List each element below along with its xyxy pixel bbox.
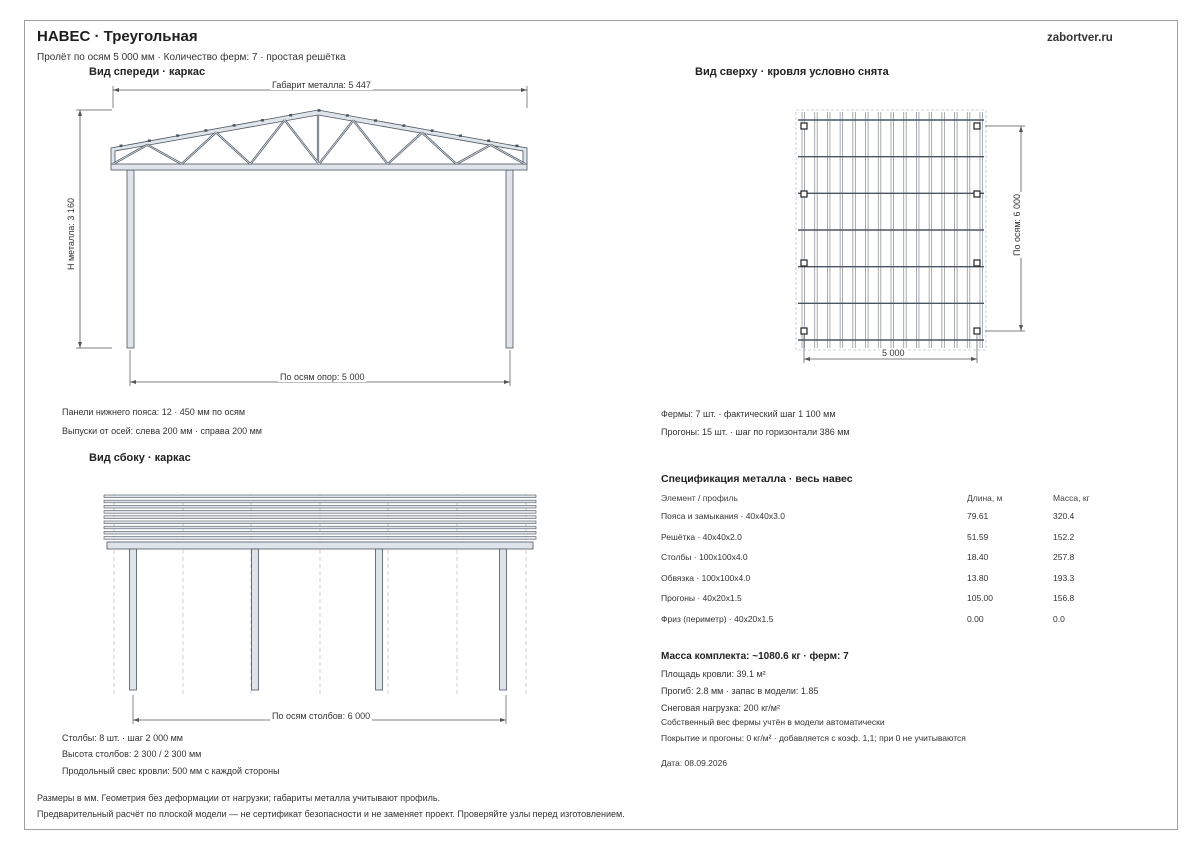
truss-diagonal-inner xyxy=(388,133,422,164)
top-note-2: Прогоны: 15 шт. · шаг по горизонтали 386 мм xyxy=(661,427,850,437)
spec-row-mass: 156.8 xyxy=(1053,593,1075,603)
front-note-1: Панели нижнего пояса: 12 · 450 мм по осям xyxy=(62,407,246,417)
spec-row-length: 51.59 xyxy=(967,531,989,542)
front-note-2: Выпуски от осей: слева 200 мм · справа 200 мм xyxy=(62,426,262,436)
side-purlin xyxy=(104,521,536,524)
dim-arrow xyxy=(78,342,82,348)
spec-row-element: Фриз (периметр) · 40x20x1.5 xyxy=(661,613,774,624)
dim-arrow xyxy=(971,357,977,361)
side-post xyxy=(376,549,383,690)
truss-diagonal-inner xyxy=(216,132,250,164)
spec-row-element: Пояса и замыкания · 40x40x3.0 xyxy=(661,511,785,521)
dim-arrow xyxy=(804,357,810,361)
truss-guides xyxy=(114,494,526,695)
spec-row-length: 18.40 xyxy=(967,552,989,562)
top-view-drawing xyxy=(796,110,1025,363)
post-mark xyxy=(801,123,807,129)
truss-diagonal-inner xyxy=(319,120,353,164)
post-mark xyxy=(801,260,807,266)
front-view-drawing xyxy=(76,86,527,386)
spec-title: Спецификация металла · весь навес xyxy=(661,473,853,485)
spec-row-mass: 320.4 xyxy=(1053,511,1075,521)
page-title: НАВЕС · Треугольная xyxy=(37,28,198,45)
column xyxy=(127,170,134,348)
truss-diagonal-inner xyxy=(250,120,284,164)
spec-row-length: 79.61 xyxy=(967,511,989,521)
side-posts xyxy=(130,549,507,690)
purlin-mark xyxy=(346,114,349,117)
post-mark xyxy=(974,260,980,266)
dim-label-height: H металла: 3 160 xyxy=(66,198,76,270)
dim-arrow xyxy=(500,718,506,722)
footer-note-1: Размеры в мм. Геометрия без деформации от нагрузки; габариты металла учитывают профиль. xyxy=(37,793,441,803)
side-post xyxy=(252,549,259,690)
top-note-1: Фермы: 7 шт. · фактический шаг 1 100 мм xyxy=(661,409,836,419)
dim-arrow xyxy=(113,88,119,92)
dim-arrow xyxy=(1019,126,1023,132)
purlin-mark xyxy=(402,124,405,127)
dim-label-axes: По осям опор: 5 000 xyxy=(280,372,365,382)
spec-row-length: 13.80 xyxy=(967,572,989,583)
spec-header-element: Элемент / профиль xyxy=(661,493,738,503)
page-subtitle: Пролёт по осям 5 000 мм · Количество ферм: 7 · простая решётка xyxy=(37,52,346,63)
side-purlin xyxy=(104,505,536,508)
brand-link[interactable]: zabortver.ru xyxy=(1047,32,1113,44)
spec-snow: Снеговая нагрузка: 200 кг/м² xyxy=(661,703,780,713)
purlin-mark xyxy=(261,119,264,122)
top-dim-width: 5 000 xyxy=(882,348,905,358)
purlin-mark xyxy=(374,119,377,122)
purlin-mark xyxy=(318,109,321,112)
post-marks xyxy=(801,123,980,334)
truss-diagonal-inner xyxy=(285,120,319,164)
spec-covering: Покрытие и прогоны: 0 кг/м² · добавляется с коэф. 1,1; при 0 не учитываются xyxy=(661,733,966,743)
purlin-mark xyxy=(120,145,123,148)
truss-diagonal-inner xyxy=(147,145,181,164)
dim-label-width: Габарит металла: 5 447 xyxy=(272,80,371,90)
spec-row-element: Столбы · 100x100x4.0 xyxy=(661,552,748,562)
spec-header-mass: Масса, кг xyxy=(1053,493,1090,503)
post-mark xyxy=(801,328,807,334)
dim-arrow xyxy=(130,380,136,384)
side-post xyxy=(130,549,137,690)
side-purlin xyxy=(104,526,536,529)
side-note-2: Высота столбов: 2 300 / 2 300 мм xyxy=(62,749,202,759)
spec-row-length: 105.00 xyxy=(967,593,993,603)
spec-row-mass: 152.2 xyxy=(1053,531,1075,542)
side-dim-axes: По осям столбов: 6 000 xyxy=(272,711,371,721)
side-note-1: Столбы: 8 шт. · шаг 2 000 мм xyxy=(62,733,183,743)
side-view-drawing xyxy=(104,494,536,724)
spec-row-element: Обвязка · 100x100x4.0 xyxy=(661,572,751,583)
purlin-mark xyxy=(289,114,292,117)
side-purlin xyxy=(104,537,536,540)
spec-selfweight: Собственный вес фермы учтён в модели автоматически xyxy=(661,717,885,727)
bottom-chord xyxy=(111,164,527,170)
purlin-mark xyxy=(148,139,151,142)
top-dim-depth: По осям: 6 000 xyxy=(1012,193,1022,256)
truss-diagonal-inner xyxy=(353,120,387,164)
footer-note-2: Предварительный расчёт по плоской модели — не сертификат безопасности и не заменяет проект. Проверяйте узлы перед изготовлением. xyxy=(37,809,625,819)
side-purlin xyxy=(104,531,536,534)
spec-total: Масса комплекта: ~1080.6 кг · ферм: 7 xyxy=(661,651,849,662)
purlin-mark xyxy=(487,140,490,143)
ring-beam xyxy=(107,542,533,549)
post-mark xyxy=(801,191,807,197)
purlin-mark xyxy=(176,134,179,137)
purlin-mark xyxy=(516,145,519,148)
spec-area: Площадь кровли: 39.1 м² xyxy=(661,669,766,679)
column xyxy=(506,170,513,348)
spec-header-length: Длина, м xyxy=(967,493,1003,503)
truss-diagonal-inner xyxy=(456,145,490,164)
side-purlin xyxy=(104,511,536,514)
spec-row-mass: 193.3 xyxy=(1053,572,1075,583)
spec-row-element: Решётка · 40x40x2.0 xyxy=(661,531,742,542)
side-purlin xyxy=(104,495,536,498)
spec-date: Дата: 08.09.2026 xyxy=(661,758,728,768)
front-view-title: Вид спереди · каркас xyxy=(89,66,206,78)
spec-row-mass: 257.8 xyxy=(1053,552,1075,562)
post-mark xyxy=(974,191,980,197)
purlin-mark xyxy=(431,129,434,132)
spec-row-length: 0.00 xyxy=(967,613,984,624)
purlin-mark xyxy=(233,124,236,127)
dim-arrow xyxy=(133,718,139,722)
spec-row-element: Прогоны · 40x20x1.5 xyxy=(661,593,742,603)
post-mark xyxy=(974,123,980,129)
spec-deflection: Прогиб: 2.8 мм · запас в модели: 1.85 xyxy=(661,686,819,696)
purlin-mark xyxy=(459,134,462,137)
side-view-title: Вид сбоку · каркас xyxy=(89,452,191,464)
spec-row-mass: 0.0 xyxy=(1053,613,1065,624)
side-purlin xyxy=(104,500,536,503)
top-view-title: Вид сверху · кровля условно снята xyxy=(695,66,889,78)
post-mark xyxy=(974,328,980,334)
side-purlin xyxy=(104,516,536,519)
dim-arrow xyxy=(504,380,510,384)
side-purlins xyxy=(104,495,536,539)
side-note-3: Продольный свес кровли: 500 мм с каждой стороны xyxy=(62,766,280,776)
dim-arrow xyxy=(1019,325,1023,331)
dim-arrow xyxy=(78,110,82,116)
purlin-mark xyxy=(204,129,207,132)
side-post xyxy=(500,549,507,690)
dim-arrow xyxy=(521,88,527,92)
